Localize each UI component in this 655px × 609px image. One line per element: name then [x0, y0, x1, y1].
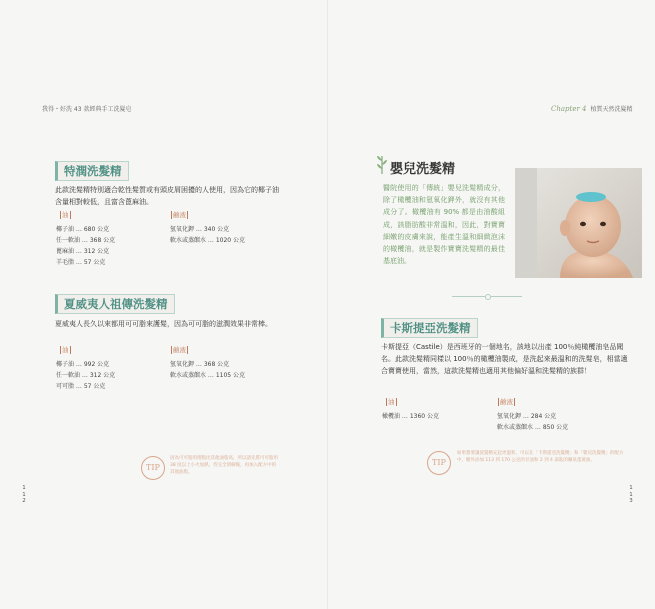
tip-text: 如果想要讓洗髮精充起更溫和，可以在「卡斯提亞洗髮精」和「嬰兒洗髮精」的配方中，額外添加 113 到 170 公克的甘油和 2 到 4 湯匙的礦泉蛋黃油。: [457, 451, 624, 463]
ingredient-lye-2: 軟水或蒸餾水 … 850 公克: [497, 424, 569, 431]
tip-text: 因為可可脂的熔點比其他油脂高，所以請先將可可脂用 38 度以上小火加熱，待完全溶解後，再加入配方中的其他油脂。: [170, 456, 278, 475]
ingredient-oil-1: 椰子油 … 992 公克: [56, 361, 110, 368]
section-title-castile: 卡斯提亞洗髮精: [381, 318, 478, 338]
section-body-hawaiian: 夏威夷人長久以來都用可可脂來護髮，因為可可脂的滋潤效果非常棒。: [55, 320, 272, 328]
ingredient-lye-2: 軟水或蒸餾水 … 1105 公克: [170, 372, 245, 379]
gutter: [327, 0, 328, 609]
ingredient-lye-1: 氫氧化鉀 … 340 公克: [170, 226, 230, 233]
ingredient-oil-3: 蓖麻油 … 312 公克: [56, 248, 110, 255]
tip-icon: TIP: [141, 456, 165, 480]
section-title-baby: 嬰兒洗髮精: [390, 162, 456, 177]
page-number-right: 1 1 3: [629, 485, 633, 504]
page-number-left: 1 1 2: [22, 485, 26, 504]
ingredient-oil-1: 橄欖油 … 1360 公克: [382, 413, 439, 420]
section-body-moisturizing: 此款洗髮精特別適合乾性髮質或有頭皮屑困擾的人使用，因為它的椰子油含量相對較低，且富含蓖麻油。: [55, 186, 279, 206]
running-head-right: Chapter 4 植質天然洗髮精: [551, 105, 633, 113]
ingredient-lye-1: 氫氧化鉀 … 368 公克: [170, 361, 230, 368]
section-body-baby: 醫院使用的「傳統」嬰兒洗髮精成分，除了橄欖油和氫氧化鉀外，就沒有其他成分了。橄欖油有 90% 都是由油酸組成，該脂肪酸非常溫和，因此，對寶寶細嫩的皮膚來說，能產生溫和細緻泡沫的橄欖油，就是製作寶寶洗髮精的最佳基底油。: [383, 184, 505, 266]
oil-tag: 油: [62, 346, 69, 354]
running-head-left: 我得・好洗 43 款經典手工洗髮皂: [42, 106, 132, 113]
ingredient-lye-2: 軟水或蒸餾水 … 1020 公克: [170, 237, 245, 244]
ingredient-lye-1: 氫氧化鉀 … 284 公克: [497, 413, 557, 420]
oil-tag: 油: [62, 211, 69, 219]
oil-tag: 油: [388, 398, 395, 406]
ingredient-oil-4: 羊毛脂 … 57 公克: [56, 259, 106, 266]
ingredient-oil-2: 任一軟油 … 368 公克: [56, 237, 116, 244]
tip-icon: TIP: [427, 451, 451, 475]
section-title-hawaiian: 夏威夷人祖傳洗髮精: [55, 294, 175, 314]
ingredient-oil-2: 任一軟油 … 312 公克: [56, 372, 116, 379]
ingredient-oil-3: 可可脂 … 57 公克: [56, 383, 106, 390]
leaf-icon: [375, 155, 389, 175]
divider-ornament: [485, 294, 491, 300]
lye-tag: 鹼液: [500, 398, 513, 406]
lye-tag: 鹼液: [173, 211, 186, 219]
baby-photo: [515, 168, 642, 278]
section-title-moisturizing: 特潤洗髮精: [55, 161, 129, 181]
lye-tag: 鹼液: [173, 346, 186, 354]
ingredient-oil-1: 椰子油 … 680 公克: [56, 226, 110, 233]
section-body-castile: 卡斯提亞（Castile）是西班牙的一個地名，該地以出產 100％純橄欖油皂品聞名。此款洗髮精同樣以 100％的橄欖油製成，是洗起來最溫和的洗髮皂，相當適合寶寶使用，當然，這款洗髮精也適用其他偏好溫和洗髮精的族群！: [381, 343, 628, 375]
